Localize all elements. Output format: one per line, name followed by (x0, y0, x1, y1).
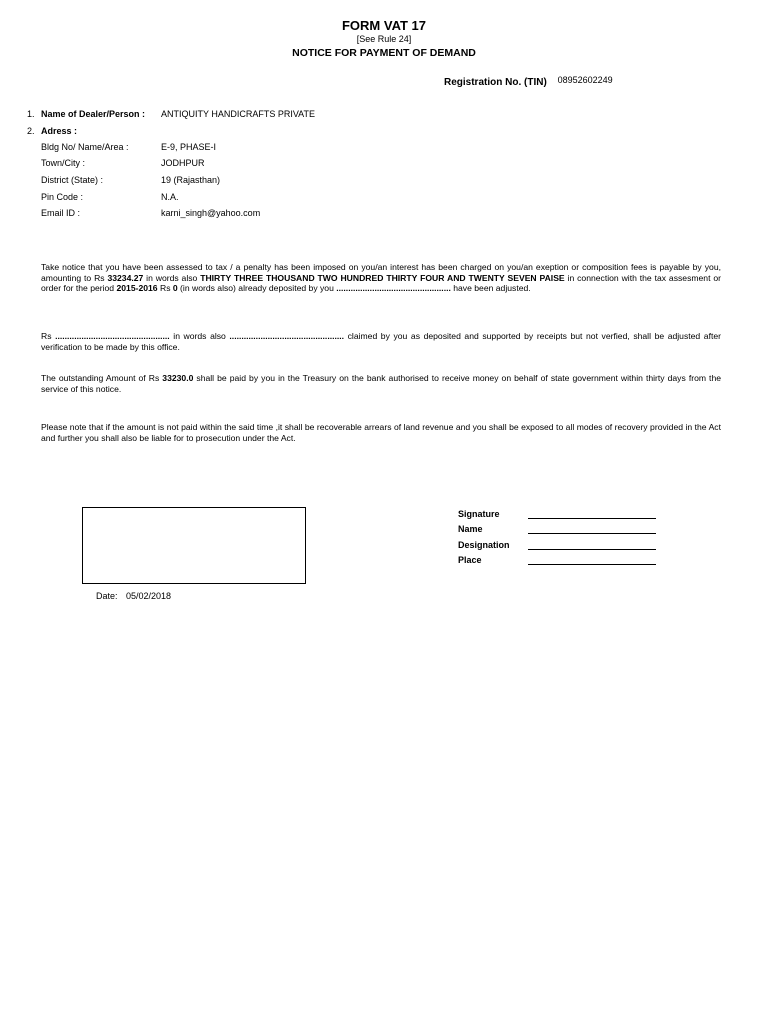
outstanding-amount: 33230.0 (162, 373, 194, 383)
designation-label: Designation (458, 540, 510, 550)
registration-row (444, 77, 613, 88)
signature-label: Signature (458, 509, 500, 519)
district-label: District (State) : (41, 175, 104, 185)
address-label: Adress : (41, 126, 78, 136)
address-number: 2. (27, 126, 35, 136)
deposited-amount: 0 (172, 283, 178, 294)
town-label: Town/City : (41, 158, 86, 168)
bldg-label: Bldg No/ Name/Area : (41, 142, 129, 152)
notice-title: NOTICE FOR PAYMENT OF DEMAND (292, 47, 476, 59)
town-value: JODHPUR (161, 158, 205, 168)
pincode-label: Pin Code : (41, 192, 84, 202)
district-value: 19 (Rajasthan) (161, 175, 221, 185)
seal-box (82, 507, 306, 584)
recovery-warning-paragraph: Please note that if the amount is not paid within the said time ,it shall be recoverable arrears of land revenue and you shall be exposed to all modes of recovery provided in the Act and further you shall also be liable for to prosecution under the Act. (41, 422, 721, 443)
bldg-value: E-9, PHASE-I (161, 142, 217, 152)
dealer-value: ANTIQUITY HANDICRAFTS PRIVATE (161, 109, 316, 119)
assessment-paragraph: Take notice that you have been assessed to tax / a penalty has been imposed on you/an interest has been charged on you/an exeption or composition fees is payable by you, amounting to Rs 33234.27 in words also THIRTY THREE THOUSAND TWO HUNDRED THIRTY FOUR AND TWENTY SEVEN PAISE in connection with the tax assesment or order for the period 2015-2016 Rs 0 (in words also) already deposited by you ................................................ have been adjusted. (41, 262, 721, 294)
designation-line (528, 538, 656, 550)
email-label: Email ID : (41, 208, 81, 218)
claimed-deposit-paragraph: Rs ................................................ in words also ................................................ claimed by you as deposited and supported by receipts but not verfied, shall be adjusted after verification to be made by this office. (41, 331, 721, 352)
name-line (528, 522, 656, 534)
date-value: 05/02/2018 (126, 591, 172, 601)
registration-label: Registration No. (TIN) (444, 77, 547, 88)
name-label: Name (458, 524, 483, 534)
assessed-amount-words: THIRTY THREE THOUSAND TWO HUNDRED THIRTY FOUR AND TWENTY SEVEN PAISE (200, 272, 565, 283)
rule-reference: [See Rule 24] (356, 34, 412, 44)
outstanding-paragraph: The outstanding Amount of Rs 33230.0 shall be paid by you in the Treasury on the bank authorised to receive money on behalf of state government within thirty days from the service of this notice. (41, 373, 721, 394)
place-line (528, 553, 656, 565)
place-label: Place (458, 555, 482, 565)
assessed-amount: 33234.27 (107, 272, 144, 283)
dealer-number: 1. (27, 109, 35, 119)
email-value: karni_singh@yahoo.com (161, 208, 261, 218)
registration-value: 08952602249 (557, 75, 613, 85)
form-title: FORM VAT 17 (341, 18, 427, 33)
assessment-period: 2015-2016 (116, 283, 158, 294)
pincode-value: N.A. (161, 192, 179, 202)
signature-line (528, 507, 656, 519)
date-label: Date: (96, 591, 118, 601)
dealer-label: Name of Dealer/Person : (41, 109, 146, 119)
